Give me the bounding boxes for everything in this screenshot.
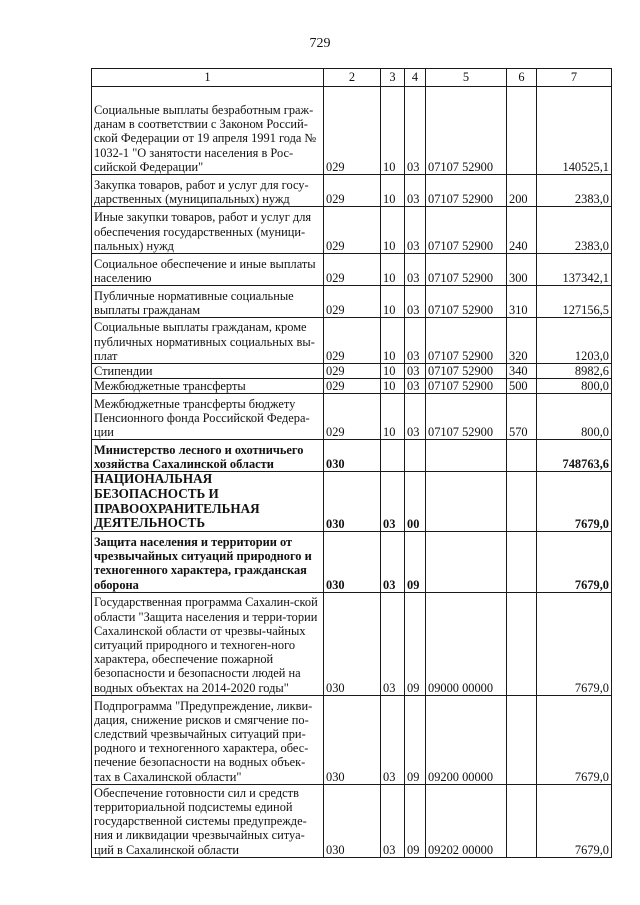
row-name: Межбюджетные трансферты бюджету Пенсионного фонда Российской Федера-ции — [92, 394, 324, 440]
row-name: Обеспечение готовности сил и средств территориальной подсистемы единой государственной системы предупрежде-ния и ликвидации чрезвычайных ситуа-ций в Сахалинской области — [92, 784, 324, 857]
row-name: Подпрограмма "Предупреждение, ликви-дация, снижение рисков и смягчение по-следствий чрезвычайных ситуаций при-родного и техногенного характера, обес-печение безопасности на водных объек-тах в Сахалинской области" — [92, 695, 324, 784]
table-row — [92, 207, 612, 254]
row-target-code: 07107 52900 — [426, 87, 507, 175]
row-amount: 140525,1 — [537, 87, 612, 175]
row-amount: 8982,6 — [537, 364, 612, 379]
row-code: 030 — [324, 784, 381, 857]
row-expense-type — [507, 87, 537, 175]
header-col-4: 4 — [405, 69, 426, 87]
row-expense-type: 300 — [507, 254, 537, 286]
table-row — [92, 87, 612, 175]
row-amount: 800,0 — [537, 379, 612, 394]
row-subsection: 03 — [405, 318, 426, 364]
row-code: 029 — [324, 318, 381, 364]
row-amount: 137342,1 — [537, 254, 612, 286]
row-expense-type — [507, 784, 537, 857]
row-code: 029 — [324, 286, 381, 318]
row-target-code: 07107 52900 — [426, 364, 507, 379]
header-col-3: 3 — [381, 69, 405, 87]
row-expense-type: 340 — [507, 364, 537, 379]
row-amount: 1203,0 — [537, 318, 612, 364]
row-expense-type: 240 — [507, 207, 537, 254]
row-name: Межбюджетные трансферты — [92, 379, 324, 394]
row-code: 029 — [324, 87, 381, 175]
row-target-code: 07107 52900 — [426, 379, 507, 394]
row-expense-type — [507, 592, 537, 695]
row-amount: 800,0 — [537, 394, 612, 440]
row-target-code — [426, 472, 507, 531]
table-row — [92, 394, 612, 440]
row-amount: 7679,0 — [537, 531, 612, 592]
row-section: 03 — [381, 784, 405, 857]
row-expense-type — [507, 472, 537, 531]
row-amount: 7679,0 — [537, 695, 612, 784]
row-section: 10 — [381, 254, 405, 286]
row-amount: 7679,0 — [537, 592, 612, 695]
row-expense-type: 310 — [507, 286, 537, 318]
row-expense-type — [507, 440, 537, 472]
row-expense-type — [507, 695, 537, 784]
header-col-6: 6 — [507, 69, 537, 87]
row-section: 10 — [381, 286, 405, 318]
page-number: 729 — [309, 36, 331, 51]
row-subsection: 09 — [405, 695, 426, 784]
row-subsection: 03 — [405, 175, 426, 207]
table-row — [92, 379, 612, 394]
row-code: 029 — [324, 394, 381, 440]
table-row — [92, 364, 612, 379]
row-code: 030 — [324, 531, 381, 592]
row-subsection: 09 — [405, 784, 426, 857]
row-expense-type: 500 — [507, 379, 537, 394]
table-body — [92, 87, 612, 858]
row-amount: 7679,0 — [537, 472, 612, 531]
row-subsection: 03 — [405, 87, 426, 175]
row-section: 10 — [381, 207, 405, 254]
table-row — [92, 175, 612, 207]
row-code: 030 — [324, 592, 381, 695]
row-name: Публичные нормативные социальные выплаты гражданам — [92, 286, 324, 318]
row-name: Социальные выплаты гражданам, кроме публичных нормативных социальных вы-плат — [92, 318, 324, 364]
row-code: 030 — [324, 440, 381, 472]
row-target-code: 09202 00000 — [426, 784, 507, 857]
header-col-1: 1 — [92, 69, 324, 87]
table-row — [92, 784, 612, 857]
table-row — [92, 592, 612, 695]
row-name: Стипендии — [92, 364, 324, 379]
row-code: 029 — [324, 254, 381, 286]
row-subsection — [405, 440, 426, 472]
row-expense-type — [507, 531, 537, 592]
row-subsection: 03 — [405, 254, 426, 286]
row-section: 03 — [381, 592, 405, 695]
row-target-code — [426, 531, 507, 592]
row-code: 029 — [324, 364, 381, 379]
row-target-code: 09200 00000 — [426, 695, 507, 784]
row-subsection: 03 — [405, 379, 426, 394]
row-target-code — [426, 440, 507, 472]
row-section: 03 — [381, 472, 405, 531]
row-name: Социальные выплаты безработным граж-данам в соответствии с Законом Россий-ской Федерации от 19 апреля 1991 года № 1032-1 "О занятости населения в Рос-сийской Федерации" — [92, 87, 324, 175]
table-row — [92, 531, 612, 592]
row-name: Иные закупки товаров, работ и услуг для обеспечения государственных (муници-пальных) нужд — [92, 207, 324, 254]
row-amount: 127156,5 — [537, 286, 612, 318]
row-amount: 748763,6 — [537, 440, 612, 472]
row-name: НАЦИОНАЛЬНАЯ БЕЗОПАСНОСТЬ И ПРАВООХРАНИТЕЛЬНАЯ ДЕЯТЕЛЬНОСТЬ — [92, 472, 324, 531]
row-target-code: 09000 00000 — [426, 592, 507, 695]
table-header-row — [92, 69, 612, 87]
row-amount: 2383,0 — [537, 175, 612, 207]
row-code: 030 — [324, 472, 381, 531]
row-target-code: 07107 52900 — [426, 318, 507, 364]
row-target-code: 07107 52900 — [426, 254, 507, 286]
row-target-code: 07107 52900 — [426, 394, 507, 440]
row-expense-type: 320 — [507, 318, 537, 364]
row-expense-type: 200 — [507, 175, 537, 207]
table-row — [92, 318, 612, 364]
row-amount: 7679,0 — [537, 784, 612, 857]
row-code: 029 — [324, 207, 381, 254]
row-section: 10 — [381, 318, 405, 364]
table-row — [92, 286, 612, 318]
row-target-code: 07107 52900 — [426, 207, 507, 254]
row-subsection: 00 — [405, 472, 426, 531]
table-row — [92, 440, 612, 472]
row-code: 029 — [324, 379, 381, 394]
row-subsection: 03 — [405, 207, 426, 254]
header-col-7: 7 — [537, 69, 612, 87]
row-subsection: 09 — [405, 531, 426, 592]
row-code: 030 — [324, 695, 381, 784]
row-section: 10 — [381, 87, 405, 175]
row-amount: 2383,0 — [537, 207, 612, 254]
row-section — [381, 440, 405, 472]
row-section: 10 — [381, 364, 405, 379]
row-section: 10 — [381, 175, 405, 207]
row-name: Социальное обеспечение и иные выплаты населению — [92, 254, 324, 286]
row-subsection: 03 — [405, 286, 426, 318]
row-section: 10 — [381, 394, 405, 440]
header-col-5: 5 — [426, 69, 507, 87]
row-name: Защита населения и территории от чрезвычайных ситуаций природного и техногенного характера, гражданская оборона — [92, 531, 324, 592]
table-row — [92, 472, 612, 531]
row-subsection: 09 — [405, 592, 426, 695]
row-section: 10 — [381, 379, 405, 394]
row-name: Министерство лесного и охотничьего хозяйства Сахалинской области — [92, 440, 324, 472]
row-expense-type: 570 — [507, 394, 537, 440]
row-code: 029 — [324, 175, 381, 207]
table-row — [92, 254, 612, 286]
row-target-code: 07107 52900 — [426, 286, 507, 318]
row-subsection: 03 — [405, 394, 426, 440]
header-col-2: 2 — [324, 69, 381, 87]
budget-table — [91, 68, 612, 858]
row-section: 03 — [381, 531, 405, 592]
row-name: Государственная программа Сахалин-ской области "Защита населения и терри-тории Сахалинской области от чрезвы-чайных ситуаций природного и техноген-ного характера, обеспечение пожарной безопасности и безопасности людей на водных объектах на 2014-2020 годы" — [92, 592, 324, 695]
table-row — [92, 695, 612, 784]
row-target-code: 07107 52900 — [426, 175, 507, 207]
row-subsection: 03 — [405, 364, 426, 379]
row-name: Закупка товаров, работ и услуг для госу-дарственных (муниципальных) нужд — [92, 175, 324, 207]
row-section: 03 — [381, 695, 405, 784]
